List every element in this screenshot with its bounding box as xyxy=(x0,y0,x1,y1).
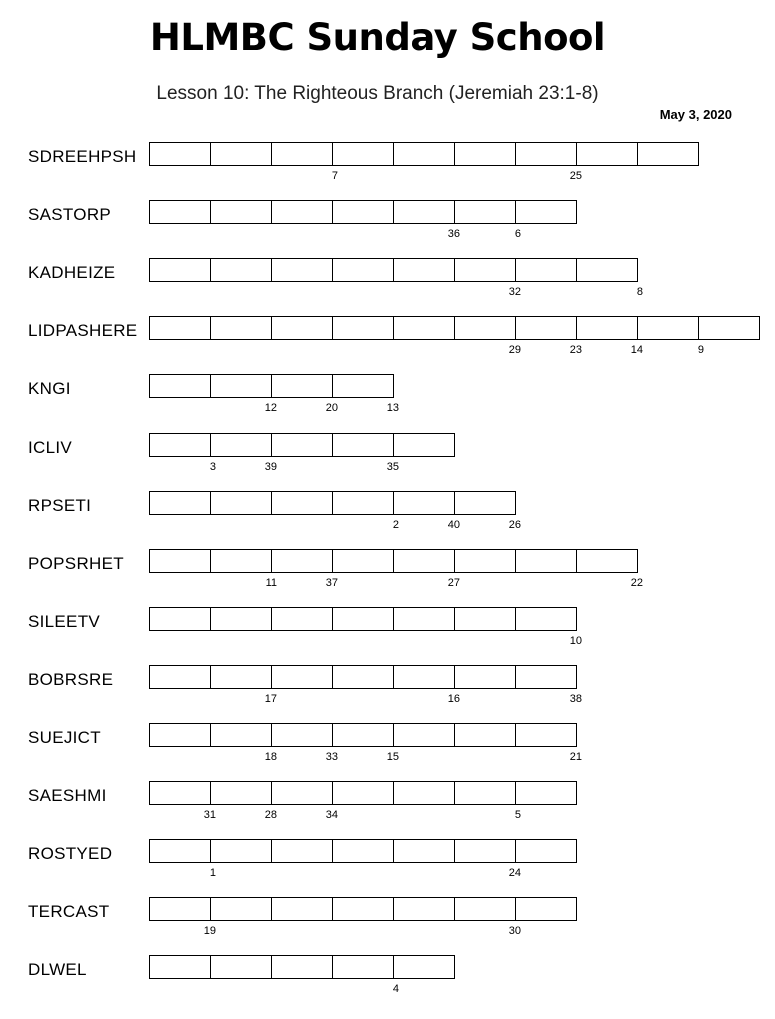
scrambled-word: ROSTYED xyxy=(28,844,113,864)
letter-number: 31 xyxy=(203,809,216,822)
letter-box[interactable] xyxy=(149,955,211,979)
scrambled-word: POPSRHET xyxy=(28,553,124,573)
letter-number: 33 xyxy=(325,751,338,763)
letter-number: 3 xyxy=(209,460,216,473)
letter-box[interactable] xyxy=(394,897,455,921)
letter-box[interactable] xyxy=(211,897,272,921)
letter-box[interactable] xyxy=(149,781,216,822)
letter-box[interactable] xyxy=(272,549,338,589)
puzzle-row xyxy=(0,549,775,607)
lesson-date: May 3, 2020 xyxy=(659,107,732,122)
letter-number: 24 xyxy=(508,867,521,880)
letter-box[interactable] xyxy=(333,607,394,631)
letter-box[interactable] xyxy=(455,491,521,531)
puzzle-row xyxy=(0,374,775,432)
letter-number: 2 xyxy=(392,518,399,531)
scrambled-word: BOBRSRE xyxy=(28,669,114,689)
letter-box[interactable] xyxy=(394,607,455,631)
letter-box[interactable] xyxy=(149,142,211,166)
answer-boxes xyxy=(149,200,577,241)
letter-number: 20 xyxy=(325,402,338,415)
letter-number: 37 xyxy=(325,576,338,589)
letter-box[interactable] xyxy=(516,142,582,182)
letter-box[interactable] xyxy=(638,316,704,357)
letter-box[interactable] xyxy=(272,142,338,182)
letter-number: 7 xyxy=(331,170,338,182)
letter-box[interactable] xyxy=(455,897,521,938)
letter-box[interactable] xyxy=(272,781,338,822)
puzzle-row xyxy=(0,839,775,897)
letter-number: 27 xyxy=(447,576,460,589)
scrambled-word: KNGI xyxy=(28,379,71,399)
letter-box[interactable] xyxy=(149,723,211,747)
letter-box[interactable] xyxy=(455,200,521,241)
letter-box[interactable] xyxy=(516,316,582,357)
answer-boxes xyxy=(149,839,577,880)
answer-boxes xyxy=(149,316,760,357)
letter-number: 4 xyxy=(392,983,399,996)
letter-box[interactable] xyxy=(149,491,211,515)
letter-box[interactable] xyxy=(272,723,338,763)
letter-box[interactable] xyxy=(211,549,277,589)
letter-number: 34 xyxy=(325,809,338,822)
letter-box[interactable] xyxy=(699,316,760,340)
letter-box[interactable] xyxy=(272,665,333,689)
letter-box[interactable] xyxy=(455,316,521,357)
letter-number: 10 xyxy=(569,634,582,647)
puzzle-row xyxy=(0,897,775,955)
letter-box[interactable] xyxy=(333,549,394,573)
letter-box[interactable] xyxy=(577,549,643,589)
answer-boxes xyxy=(149,142,699,182)
letter-box[interactable] xyxy=(333,433,399,473)
letter-box[interactable] xyxy=(333,781,394,805)
scrambled-word: LIDPASHERE xyxy=(28,321,138,341)
letter-box[interactable] xyxy=(333,200,394,224)
letter-number: 23 xyxy=(569,344,582,357)
letter-box[interactable] xyxy=(211,607,272,631)
letter-number: 36 xyxy=(447,228,460,241)
scrambled-word: TERCAST xyxy=(28,902,110,922)
letter-box[interactable] xyxy=(149,258,211,282)
letter-box[interactable] xyxy=(211,316,272,340)
letter-box[interactable] xyxy=(211,491,272,515)
letter-box[interactable] xyxy=(455,723,516,747)
letter-box[interactable] xyxy=(516,200,577,224)
puzzle-row xyxy=(0,491,775,549)
letter-box[interactable] xyxy=(394,491,460,531)
answer-boxes xyxy=(149,723,582,763)
letter-box[interactable] xyxy=(149,200,211,224)
letter-number: 19 xyxy=(203,925,216,938)
scrambled-word: DLWEL xyxy=(28,960,87,980)
letter-number: 8 xyxy=(636,286,643,299)
letter-box[interactable] xyxy=(211,723,277,763)
letter-box[interactable] xyxy=(149,316,211,340)
answer-boxes xyxy=(149,897,577,938)
letter-number: 25 xyxy=(569,170,582,182)
letter-box[interactable] xyxy=(333,142,394,166)
letter-box[interactable] xyxy=(394,723,455,747)
letter-number: 14 xyxy=(630,344,643,357)
answer-boxes xyxy=(149,665,582,705)
scrambled-word: RPSETI xyxy=(28,495,92,515)
answer-boxes xyxy=(149,258,643,299)
letter-number: 38 xyxy=(569,692,582,705)
letter-box[interactable] xyxy=(333,897,394,921)
puzzle-row xyxy=(0,200,775,258)
letter-box[interactable] xyxy=(455,781,521,822)
letter-box[interactable] xyxy=(333,723,399,763)
letter-number: 26 xyxy=(508,518,521,531)
puzzle-row xyxy=(0,665,775,723)
letter-box[interactable] xyxy=(455,142,516,166)
letter-box[interactable] xyxy=(455,607,516,631)
letter-box[interactable] xyxy=(333,665,394,689)
letter-box[interactable] xyxy=(394,839,455,863)
letter-box[interactable] xyxy=(211,781,277,822)
letter-number: 11 xyxy=(265,576,277,589)
letter-box[interactable] xyxy=(577,316,643,357)
letter-box[interactable] xyxy=(333,839,394,863)
letter-box[interactable] xyxy=(211,258,272,282)
letter-box[interactable] xyxy=(394,549,460,589)
letter-box[interactable] xyxy=(211,665,277,705)
puzzle-row xyxy=(0,433,775,491)
puzzle-row xyxy=(0,723,775,781)
letter-box[interactable] xyxy=(455,665,516,689)
letter-box[interactable] xyxy=(394,200,460,241)
letter-number: 18 xyxy=(264,751,277,763)
letter-box[interactable] xyxy=(272,897,333,921)
puzzle-row xyxy=(0,955,775,1013)
letter-number: 9 xyxy=(697,344,704,357)
letter-box[interactable] xyxy=(577,142,638,166)
answer-boxes xyxy=(149,374,399,415)
letter-box[interactable] xyxy=(394,316,455,340)
scrambled-word: SILEETV xyxy=(28,611,101,631)
letter-box[interactable] xyxy=(211,200,272,224)
letter-box[interactable] xyxy=(394,142,455,166)
letter-number: 40 xyxy=(447,518,460,531)
letter-box[interactable] xyxy=(516,258,577,282)
letter-box[interactable] xyxy=(638,142,699,166)
scrambled-word: SAESHMI xyxy=(28,786,107,806)
letter-box[interactable] xyxy=(516,897,577,921)
letter-box[interactable] xyxy=(211,433,277,473)
letter-box[interactable] xyxy=(455,549,516,573)
letter-box[interactable] xyxy=(333,955,399,996)
scrambled-word: ICLIV xyxy=(28,437,73,457)
letter-box[interactable] xyxy=(272,258,333,282)
letter-box[interactable] xyxy=(333,374,399,415)
answer-boxes xyxy=(149,607,582,647)
letter-box[interactable] xyxy=(455,258,521,299)
letter-number: 15 xyxy=(386,751,399,763)
scrambled-word: SDREEHPSH xyxy=(28,147,137,166)
lesson-subtitle: Lesson 10: The Righteous Branch (Jeremiah 23:1-8) xyxy=(156,83,599,104)
letter-box[interactable] xyxy=(394,781,455,805)
letter-box[interactable] xyxy=(149,374,211,398)
letter-box[interactable] xyxy=(211,839,272,863)
letter-box[interactable] xyxy=(272,433,333,457)
scrambled-word: SASTORP xyxy=(28,205,112,225)
letter-number: 39 xyxy=(264,460,277,473)
letter-number: 21 xyxy=(569,751,582,763)
letter-box[interactable] xyxy=(516,723,582,763)
letter-box[interactable] xyxy=(394,665,460,705)
letter-box[interactable] xyxy=(516,781,577,805)
answer-boxes xyxy=(149,781,577,822)
letter-box[interactable] xyxy=(272,200,333,224)
answer-boxes xyxy=(149,955,455,996)
letter-box[interactable] xyxy=(211,374,277,415)
letter-box[interactable] xyxy=(149,665,211,689)
letter-box[interactable] xyxy=(333,316,394,340)
letter-box[interactable] xyxy=(272,316,333,340)
letter-box[interactable] xyxy=(577,258,643,299)
letter-number: 35 xyxy=(386,460,399,473)
letter-box[interactable] xyxy=(333,491,399,531)
letter-number: 30 xyxy=(508,925,521,938)
letter-box[interactable] xyxy=(455,839,521,880)
puzzle-row xyxy=(0,142,775,200)
puzzle-row xyxy=(0,781,775,839)
letter-number: 13 xyxy=(386,402,399,415)
letter-number: 1 xyxy=(209,867,216,880)
puzzle-row xyxy=(0,258,775,316)
letter-box[interactable] xyxy=(272,607,333,631)
letter-number: 5 xyxy=(514,809,521,822)
letter-box[interactable] xyxy=(211,142,272,166)
letter-number: 16 xyxy=(447,692,460,705)
letter-box[interactable] xyxy=(272,955,333,979)
scrambled-word: SUEJICT xyxy=(28,728,101,747)
letter-number: 29 xyxy=(508,344,521,357)
letter-box[interactable] xyxy=(394,955,455,979)
answer-boxes xyxy=(149,433,455,473)
puzzle-row xyxy=(0,607,775,665)
letter-box[interactable] xyxy=(149,839,216,880)
letter-number: 22 xyxy=(630,576,643,589)
letter-number: 6 xyxy=(514,228,521,241)
letter-box[interactable] xyxy=(516,607,582,647)
letter-box[interactable] xyxy=(333,258,394,282)
letter-box[interactable] xyxy=(149,433,216,473)
scrambled-word: KADHEIZE xyxy=(28,263,116,283)
letter-number: 32 xyxy=(508,286,521,299)
letter-box[interactable] xyxy=(516,665,582,705)
letter-box[interactable] xyxy=(149,897,216,938)
letter-number: 28 xyxy=(264,809,277,822)
letter-box[interactable] xyxy=(516,549,577,573)
letter-box[interactable] xyxy=(149,549,211,573)
letter-box[interactable] xyxy=(394,433,455,457)
letter-box[interactable] xyxy=(149,607,211,631)
letter-box[interactable] xyxy=(394,258,455,282)
letter-box[interactable] xyxy=(272,839,333,863)
letter-number: 17 xyxy=(264,692,277,705)
letter-box[interactable] xyxy=(272,374,338,415)
letter-box[interactable] xyxy=(272,491,333,515)
puzzle-row xyxy=(0,316,775,374)
answer-boxes xyxy=(149,491,521,531)
page-title: HLMBC Sunday School xyxy=(149,16,606,59)
letter-box[interactable] xyxy=(211,955,272,979)
answer-boxes xyxy=(149,549,643,589)
letter-number: 12 xyxy=(264,402,277,415)
letter-box[interactable] xyxy=(516,839,577,863)
